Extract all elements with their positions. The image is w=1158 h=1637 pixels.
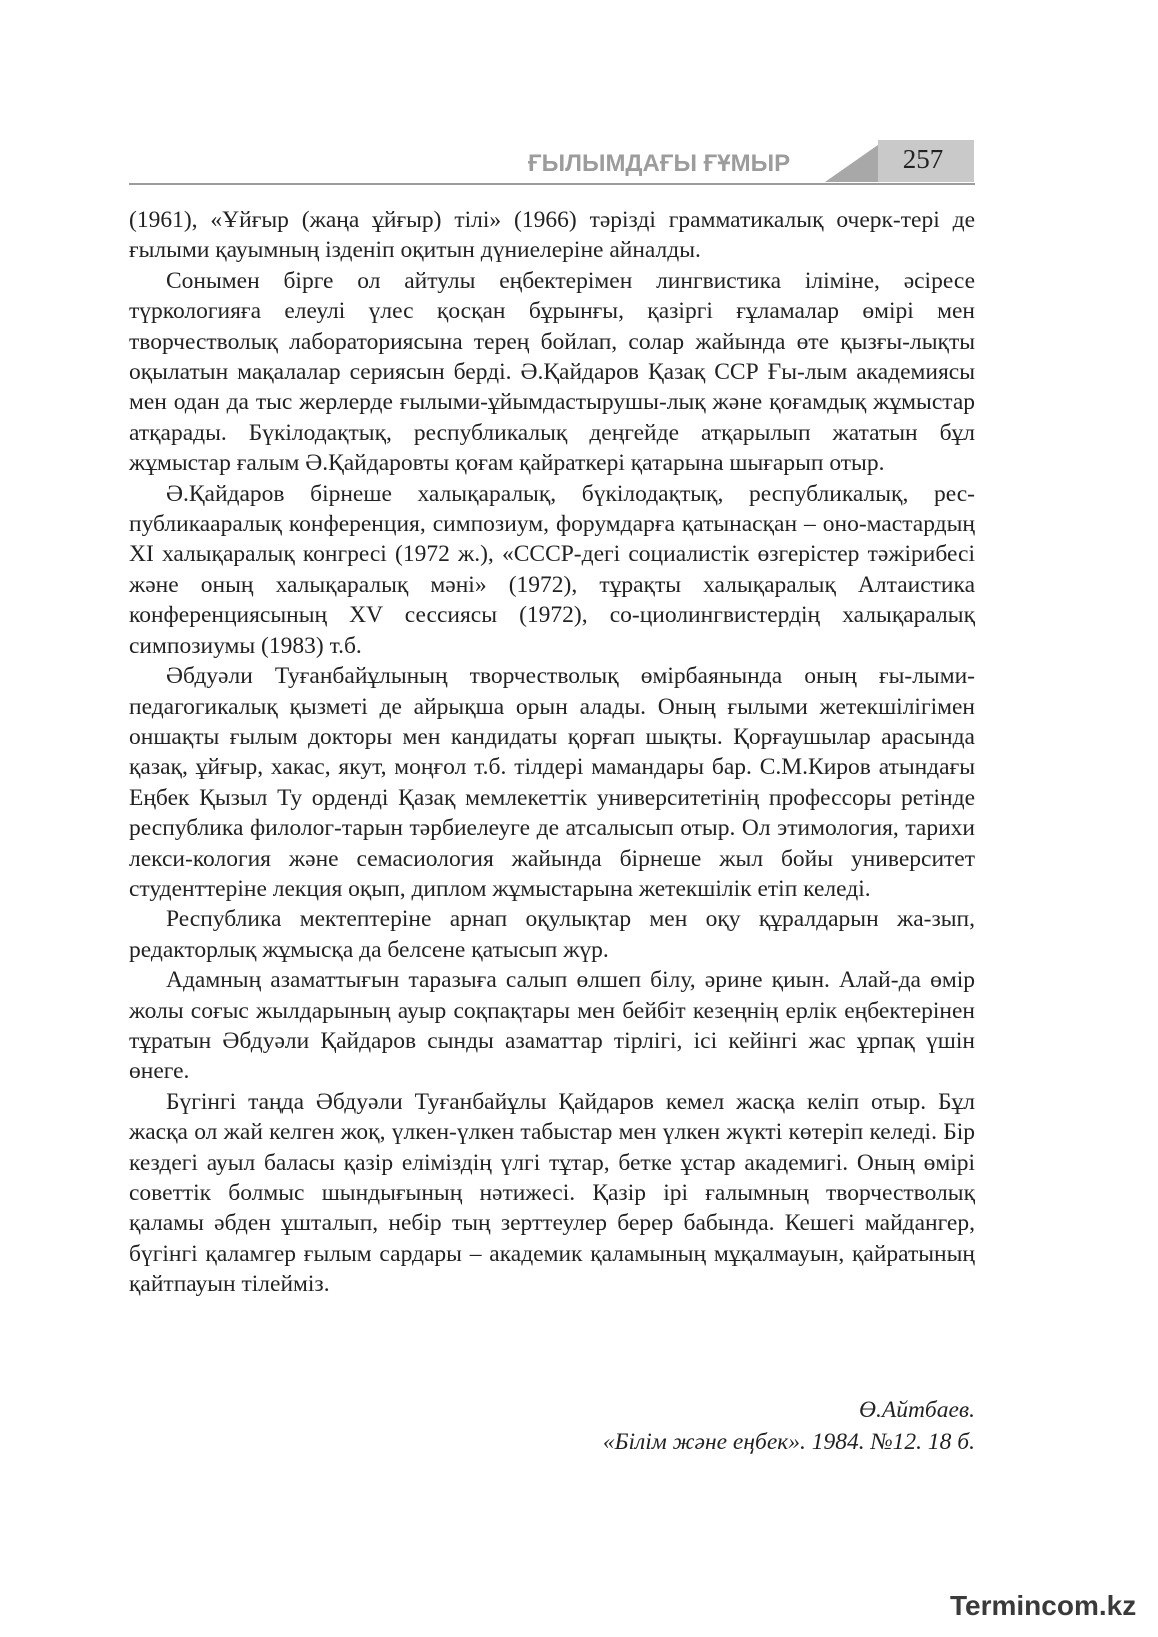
paragraph: Ә.Қайдаров бірнеше халықаралық, бүкілодақтық, республикалық, рес-публикааралық конференция, симпозиум, форумдарға қатынасқан – оно-мастардың XI халықаралық конгресі (1972 ж.), «СССР-дегі социалистік өзгерістер тәжірибесі және оның халықаралық мәні» (1972), тұрақты халықаралық Алтаистика конференциясының XV сессиясы (1972), со-циолингвистердің халықаралық симпозиумы (1983) т.б.: [129, 480, 975, 659]
paragraph: Адамның азаматтығын таразыға салып өлшеп білу, әрине қиын. Алай-да өмір жолы соғыс жылдарының ауыр соқпақтары мен бейбіт кезеңнің ерлік еңбектерінен тұратын Әбдуәли Қайдаров сынды азаматтар тірлігі, ісі кейінгі жас ұрпақ үшін өнеге.: [129, 967, 975, 1085]
section-title: ҒЫЛЫМДАҒЫ ҒҰМЫР: [528, 150, 791, 177]
signature-author: Ө.Айтбаев.: [859, 1397, 975, 1423]
paragraph: (1961), «Ұйғыр (жаңа ұйғыр) тілі» (1966) тәрізді грамматикалық очерк-тері де ғылыми қауымның ізденіп оқитын дүниелеріне айналды.: [129, 207, 975, 264]
signature-block: [603, 1394, 975, 1458]
article-body: [129, 205, 975, 1300]
header-wedge-decoration: [825, 140, 885, 182]
paragraph: Республика мектептеріне арнап оқулықтар мен оқу құралдарын жа-зып, редакторлық жұмысқа да белсене қатысып жүр.: [129, 906, 975, 963]
signature-source: «Білім және еңбек». 1984. №12. 18 б.: [602, 1429, 975, 1455]
paragraph: Сонымен бірге ол айтулы еңбектерімен лингвистика іліміне, әсіресе түркологияға елеулі үлес қосқан бұрынғы, қазіргі ғұламалар өмірі мен творчестволық лабораториясына терең бойлап, солар жайында өте қызғы-лықты оқылатын мақалалар сериясын берді. Ә.Қайдаров Қазақ ССР Ғы-лым академиясы мен одан да тыс жерлерде ғылыми-ұйымдастырушы-лық және қоғамдық жұмыстар атқарады. Бүкілодақтық, республикалық деңгейде атқарылып жататын бұл жұмыстар ғалым Ә.Қайдаровты қоғам қайраткері қатарына шығарып отыр.: [129, 267, 975, 477]
paragraph: Әбдуәли Туғанбайұлының творчестволық өмірбаянында оның ғы-лыми-педагогикалық қызметі де айрықша орын алады. Оның ғылыми жетекшілігімен оншақты ғылым докторы мен кандидаты қорғап шықты. Қорғаушылар арасында қазақ, ұйғыр, хакас, якут, моңғол т.б. тілдері мамандары бар. С.М.Киров атындағы Еңбек Қызыл Ту орденді Қазақ мемлекеттік университетінің профессоры ретінде республика филолог-тарын тәрбиелеуге де атсалысып отыр. Ол этимология, тарихи лекси-кология және семасиология жайында бірнеше жыл бойы университет студенттеріне лекция оқып, диплом жұмыстарына жетекшілік етіп келеді.: [129, 663, 975, 902]
header-rule: [129, 183, 975, 185]
page-number: 257: [902, 144, 944, 174]
paragraph: Бүгінгі таңда Әбдуәли Туғанбайұлы Қайдаров кемел жасқа келіп отыр. Бұл жасқа ол жай келген жоқ, үлкен-үлкен табыстар мен үлкен жүкті көтеріп келеді. Бір кездегі ауыл баласы қазір еліміздің үлгі тұтар, бетке ұстар академигі. Оның өмірі советтік болмыс шындығының нәтижесі. Қазір ірі ғалымның творчестволық қаламы әбден ұшталып, небір тың зерттеулер берер бабында. Кешегі майдангер, бүгінгі қаламгер ғылым сардары – академик қаламының мұқалмауын, қайратының қайтпауын тілейміз.: [129, 1088, 975, 1298]
watermark-logo: Termincom.kz: [950, 1590, 1137, 1621]
